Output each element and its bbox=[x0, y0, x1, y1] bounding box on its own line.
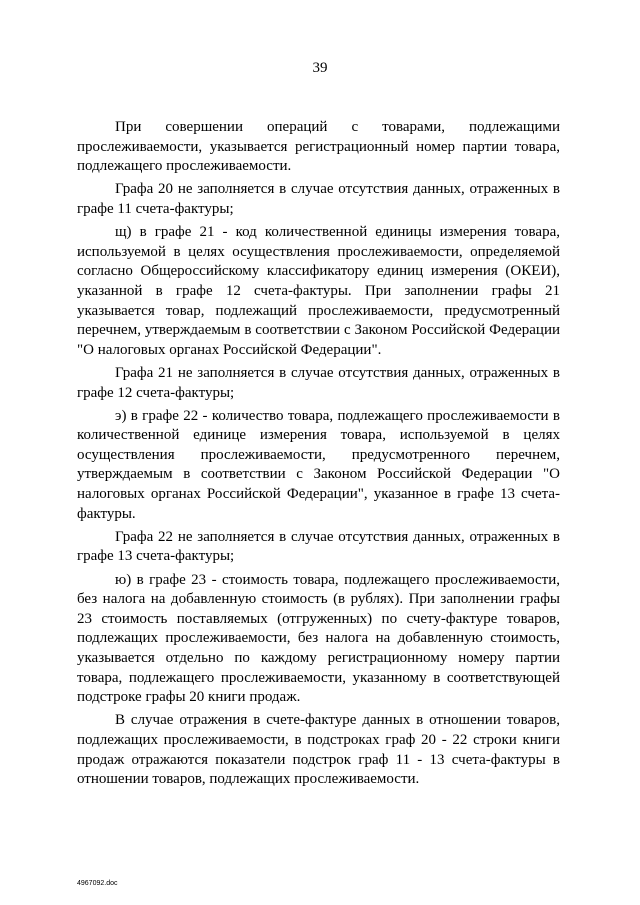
paragraph: При совершении операций с товарами, подлежащими прослеживаемости, указывается регистрационный номер партии товара, подлежащего прослеживаемости. bbox=[77, 119, 560, 175]
paragraph: ю) в графе 23 - стоимость товара, подлежащего прослеживаемости, без налога на добавленную стоимость (в рублях). При заполнении графы 23 стоимость поставляемых (отгруженных) по счету-фактуре товаров, подлежащих прослеживаемости, без налога на добавленную стоимость, указывается отдельно по каждому регистрационному номеру партии товара, подлежащего прослеживаемости, указанному в соответствующей подстроке графы 20 книги продаж. bbox=[77, 571, 560, 706]
document-body bbox=[77, 118, 560, 790]
paragraph: Графа 22 не заполняется в случае отсутствия данных, отраженных в графе 13 счета-фактуры; bbox=[77, 528, 560, 565]
document-filename-footer: 4967092.doc bbox=[77, 880, 118, 887]
paragraph: В случае отражения в счете-фактуре данных в отношении товаров, подлежащих прослеживаемости, в подстроках граф 20 - 22 строки книги продаж отражаются показатели подстрок граф 11 - 13 счета-фактуры в отношении товаров, подлежащих прослеживаемости. bbox=[77, 712, 560, 788]
page-number: 39 bbox=[312, 60, 328, 76]
paragraph: щ) в графе 21 - код количественной единицы измерения товара, используемой в целях осуществления прослеживаемости, определяемой согласно Общероссийскому классификатору единиц измерения (ОКЕИ), указанной в графе 12 счета-фактуры. При заполнении графы 21 указывается товар, подлежащий прослеживаемости, предусмотренный перечнем, утверждаемым в соответствии с Законом Российской Федерации "О налоговых органах Российской Федерации". bbox=[77, 224, 560, 358]
paragraph: Графа 20 не заполняется в случае отсутствия данных, отраженных в графе 11 счета-фактуры; bbox=[77, 181, 560, 217]
paragraph: Графа 21 не заполняется в случае отсутствия данных, отраженных в графе 12 счета-фактуры; bbox=[77, 364, 560, 401]
paragraph: э) в графе 22 - количество товара, подлежащего прослеживаемости в количественной единице измерения товара, используемой в целях осуществления прослеживаемости, предусмотренного перечнем, утверждаемым в соответствии с Законом Российской Федерации "О налоговых органах Российской Федерации", указанное в графе 13 счета-фактуры. bbox=[77, 407, 560, 522]
